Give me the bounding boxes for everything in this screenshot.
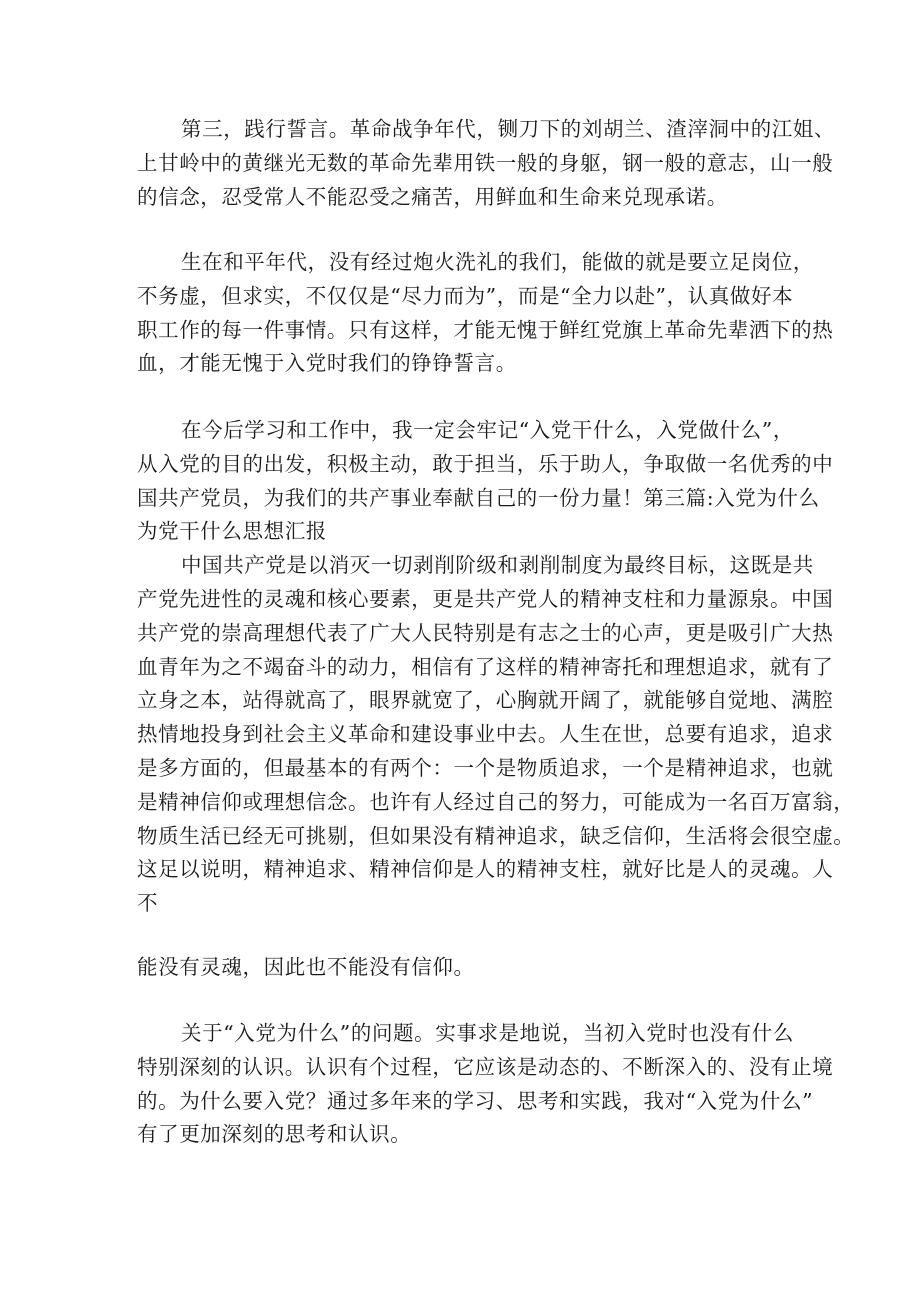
- paragraph-future-study: [137, 414, 855, 921]
- paragraph-practice-oath: [137, 113, 836, 214]
- text-line: 关于“入党为什么”的问题。实事求是地说，当初入党时也没有什么: [181, 1021, 794, 1045]
- text-line: 的。为什么要入党？通过多年来的学习、思考和实践，我对“入党为什么”: [137, 1088, 814, 1113]
- text-line: 为党干什么思想汇报: [137, 519, 327, 544]
- text-line: 这足以说明，精神追求、精神信仰是人的精神支柱，就好比是人的灵魂。人: [137, 857, 834, 882]
- text-line: 血，才能无愧于入党时我们的铮铮誓言。: [137, 351, 517, 376]
- text-line: 的信念，忍受常人不能忍受之痛苦，用鲜血和生命来兑现承诺。: [137, 184, 728, 209]
- text-line: 在今后学习和工作中，我一定会牢记“入党干什么，入党做什么”，: [181, 418, 794, 442]
- text-line: 国共产党员，为我们的共产事业奉献自己的一份力量！第三篇:入党为什么: [137, 485, 820, 510]
- text-line: 第三，践行誓言。革命战争年代，铡刀下的刘胡兰、渣滓洞中的江姐、: [181, 117, 836, 141]
- text-line: 有了更加深刻的思考和认识。: [137, 1122, 412, 1147]
- text-line: 上甘岭中的黄继光无数的革命先辈用铁一般的身躯，钢一般的意志，山一般: [137, 150, 834, 175]
- text-line: 物质生活已经无可挑剔，但如果没有精神追求，缺乏信仰，生活将会很空虚。: [137, 823, 855, 848]
- text-line: 能没有灵魂，因此也不能没有信仰。: [137, 955, 475, 979]
- text-line: 共产党的崇高理想代表了广大人民特别是有志之士的心声，更是吸引广大热: [137, 620, 834, 645]
- text-line: 特别深刻的认识。认识有个过程，它应该是动态的、不断深入的、没有止境: [137, 1054, 834, 1079]
- text-line: 职工作的每一件事情。只有这样，才能无愧于鲜红党旗上革命先辈洒下的热: [137, 317, 834, 342]
- text-line: 不务虚，但求实，不仅仅是“尽力而为”，而是“全力以赴”，认真做好本: [137, 283, 794, 308]
- text-line: 中国共产党是以消灭一切剥削阶级和剥削制度为最终目标，这既是共: [181, 553, 814, 578]
- text-line: 立身之本，站得就高了，眼界就宽了，心胸就开阔了，就能够自觉地、满腔: [137, 688, 834, 713]
- text-line: 不: [137, 891, 159, 916]
- text-line: 生在和平年代，没有经过炮火洗礼的我们，能做的就是要立足岗位，: [181, 250, 814, 274]
- paragraph-why-join: [137, 1017, 834, 1152]
- text-line: 是多方面的，但最基本的有两个：一个是物质追求，一个是精神追求，也就: [137, 755, 834, 780]
- paragraph-peace-era: [137, 246, 834, 381]
- text-line: 是精神信仰或理想信念。也许有人经过自己的努力，可能成为一名百万富翁，: [137, 789, 855, 814]
- text-line: 从入党的目的出发，积极主动，敢于担当，乐于助人，争取做一名优秀的中: [137, 451, 834, 476]
- text-line: 血青年为之不竭奋斗的动力，相信有了这样的精神寄托和理想追求，就有了: [137, 654, 834, 679]
- text-line: 产党先进性的灵魂和核心要素，更是共产党人的精神支柱和力量源泉。中国: [137, 586, 834, 611]
- text-line: 热情地投身到社会主义革命和建设事业中去。人生在世，总要有追求，追求: [137, 722, 834, 747]
- paragraph-soul-faith: [137, 951, 787, 985]
